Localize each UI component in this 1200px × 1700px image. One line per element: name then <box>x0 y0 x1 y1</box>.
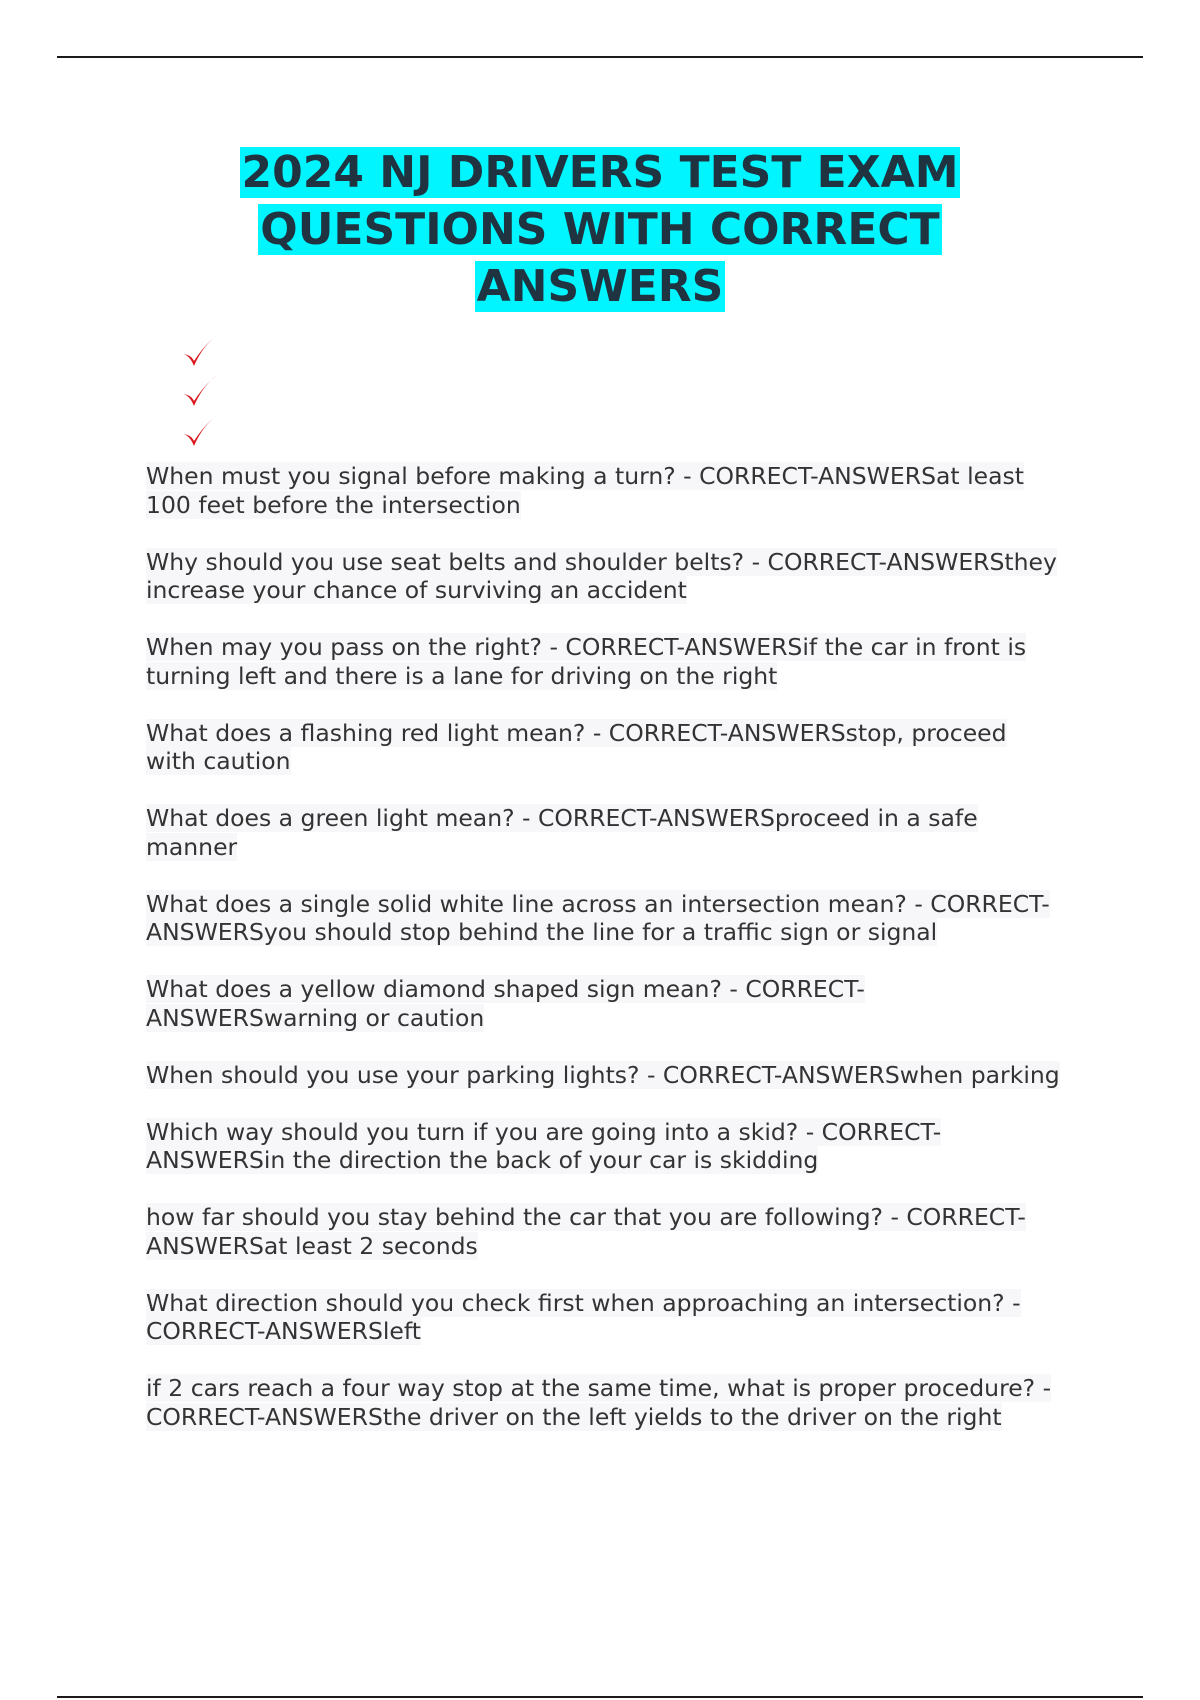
qa-item <box>146 548 1106 605</box>
qa-item <box>146 975 1106 1032</box>
qa-item <box>146 719 1106 776</box>
qa-line: When may you pass on the right? - CORRECT-ANSWERSif the car in front is <box>146 633 1027 661</box>
title-block <box>0 144 1200 315</box>
title-line: ANSWERS <box>476 261 724 312</box>
qa-line: ANSWERSyou should stop behind the line for a traffic sign or signal <box>146 918 938 946</box>
qa-line: ANSWERSin the direction the back of your car is skidding <box>146 1146 819 1174</box>
qa-line: turning left and there is a lane for driving on the right <box>146 661 778 690</box>
qa-item <box>146 1061 1106 1090</box>
qa-line: What direction should you check first when approaching an intersection? - <box>146 1288 1021 1317</box>
qa-line: manner <box>146 832 238 861</box>
qa-line: What does a flashing red light mean? - CORRECT-ANSWERSstop, proceed <box>146 718 1007 747</box>
page-title <box>0 144 1200 315</box>
qa-line: 100 feet before the intersection <box>146 490 521 519</box>
qa-line: What does a single solid white line across an intersection mean? - CORRECT- <box>146 889 1050 918</box>
qa-item <box>146 1289 1106 1346</box>
qa-line: if 2 cars reach a four way stop at the same time, what is proper procedure? - <box>146 1374 1052 1402</box>
qa-line: When should you use your parking lights? - CORRECT-ANSWERSwhen parking <box>146 1060 1060 1089</box>
qa-item <box>146 1203 1106 1260</box>
qa-item <box>146 633 1106 690</box>
qa-line: how far should you stay behind the car that you are following? - CORRECT- <box>146 1203 1026 1231</box>
qa-item <box>146 1118 1106 1175</box>
checkmark-icon <box>180 332 220 372</box>
qa-line: ANSWERSwarning or caution <box>146 1003 485 1032</box>
qa-item <box>146 890 1106 947</box>
footer-rule <box>57 1696 1143 1698</box>
qa-line: ANSWERSat least 2 seconds <box>146 1231 478 1260</box>
title-line: QUESTIONS WITH CORRECT <box>260 204 940 255</box>
qa-line: Which way should you turn if you are going into a skid? - CORRECT- <box>146 1117 942 1146</box>
checkmark-icon <box>180 372 220 412</box>
qa-line: CORRECT-ANSWERSleft <box>146 1317 421 1345</box>
qa-item <box>146 1374 1106 1431</box>
qa-line: Why should you use seat belts and shoulder belts? - CORRECT-ANSWERSthey <box>146 547 1057 576</box>
header-rule <box>57 56 1143 58</box>
checkmark-list <box>180 332 230 452</box>
qa-line: increase your chance of surviving an accident <box>146 576 687 604</box>
qa-line: What does a green light mean? - CORRECT-ANSWERSproceed in a safe <box>146 804 978 832</box>
qa-line: What does a yellow diamond shaped sign mean? - CORRECT- <box>146 975 865 1003</box>
qa-line: with caution <box>146 747 291 775</box>
qa-line: CORRECT-ANSWERSthe driver on the left yields to the driver on the right <box>146 1402 1002 1431</box>
qa-line: When must you signal before making a turn? - CORRECT-ANSWERSat least <box>146 462 1024 490</box>
checkmark-icon <box>180 412 220 452</box>
qa-list <box>146 462 1106 1460</box>
qa-item <box>146 462 1106 519</box>
title-line: 2024 NJ DRIVERS TEST EXAM <box>241 147 959 198</box>
qa-item <box>146 804 1106 861</box>
